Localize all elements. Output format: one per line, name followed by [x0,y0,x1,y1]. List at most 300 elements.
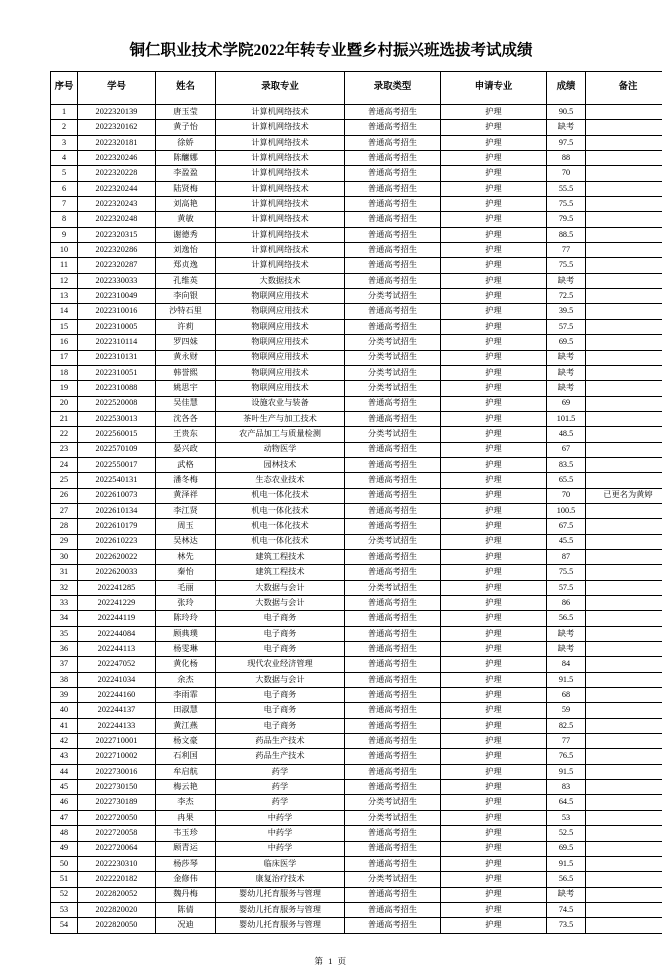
cell-note [586,381,662,396]
cell-student-id: 2022620022 [78,549,156,564]
cell-student-id: 2022720058 [78,826,156,841]
cell-name: 刘逸怡 [156,243,216,258]
cell-seq: 37 [51,657,78,672]
cell-student-id: 202244113 [78,642,156,657]
cell-admission-type: 分类考试招生 [345,534,441,549]
cell-seq: 32 [51,580,78,595]
cell-admission-type: 普通高考招生 [345,273,441,288]
cell-name: 韩誉熙 [156,365,216,380]
cell-score: 52.5 [547,826,586,841]
cell-applied-major: 护理 [441,473,547,488]
cell-note [586,473,662,488]
table-row [51,319,662,334]
cell-student-id: 2022610179 [78,519,156,534]
cell-student-id: 2022320228 [78,166,156,181]
cell-student-id: 2022610223 [78,534,156,549]
cell-name: 魏丹梅 [156,887,216,902]
cell-admitted-major: 物联网应用技术 [216,319,345,334]
cell-admitted-major: 临床医学 [216,856,345,871]
table-row [51,841,662,856]
cell-seq: 27 [51,503,78,518]
cell-note [586,626,662,641]
cell-note [586,442,662,457]
cell-admission-type: 普通高考招生 [345,197,441,212]
column-header-admitted-major: 录取专业 [216,72,345,105]
cell-student-id: 2022820020 [78,902,156,917]
table-row [51,519,662,534]
cell-note [586,181,662,196]
cell-name: 石利国 [156,749,216,764]
cell-admission-type: 普通高考招生 [345,718,441,733]
cell-applied-major: 护理 [441,565,547,580]
cell-applied-major: 护理 [441,534,547,549]
cell-applied-major: 护理 [441,365,547,380]
cell-note [586,120,662,135]
cell-seq: 39 [51,688,78,703]
cell-admitted-major: 物联网应用技术 [216,335,345,350]
cell-applied-major: 护理 [441,611,547,626]
table-row [51,580,662,595]
cell-student-id: 2022310049 [78,289,156,304]
cell-admission-type: 普通高考招生 [345,749,441,764]
cell-score: 77 [547,734,586,749]
cell-student-id: 2022320287 [78,258,156,273]
cell-seq: 30 [51,549,78,564]
cell-student-id: 2022320243 [78,197,156,212]
cell-name: 王贵东 [156,427,216,442]
cell-name: 陆贤梅 [156,181,216,196]
cell-seq: 47 [51,810,78,825]
cell-name: 晏兴政 [156,442,216,457]
cell-name: 黄子怡 [156,120,216,135]
cell-applied-major: 护理 [441,319,547,334]
cell-student-id: 2022320246 [78,151,156,166]
cell-note [586,258,662,273]
cell-seq: 34 [51,611,78,626]
cell-student-id: 2022310088 [78,381,156,396]
cell-admitted-major: 药品生产技术 [216,734,345,749]
cell-admission-type: 普通高考招生 [345,243,441,258]
cell-student-id: 2022820052 [78,887,156,902]
cell-admission-type: 普通高考招生 [345,135,441,150]
cell-note [586,642,662,657]
table-row [51,273,662,288]
cell-admission-type: 分类考试招生 [345,381,441,396]
cell-admitted-major: 机电一体化技术 [216,534,345,549]
cell-name: 牟启航 [156,764,216,779]
cell-applied-major: 护理 [441,887,547,902]
cell-seq: 1 [51,105,78,120]
table-row [51,642,662,657]
cell-score: 82.5 [547,718,586,733]
cell-seq: 25 [51,473,78,488]
header-row [51,72,662,105]
cell-applied-major: 护理 [441,181,547,196]
cell-admitted-major: 药学 [216,764,345,779]
table-body [51,105,662,934]
cell-name: 梅云艳 [156,780,216,795]
cell-student-id: 202244084 [78,626,156,641]
table-row [51,534,662,549]
cell-note [586,780,662,795]
cell-note [586,105,662,120]
cell-seq: 48 [51,826,78,841]
cell-admission-type: 分类考试招生 [345,335,441,350]
cell-admission-type: 普通高考招生 [345,411,441,426]
cell-name: 刘高艳 [156,197,216,212]
column-header-admission-type: 录取类型 [345,72,441,105]
cell-admission-type: 普通高考招生 [345,488,441,503]
cell-score: 91.5 [547,764,586,779]
column-header-student-id: 学号 [78,72,156,105]
cell-admitted-major: 大数据与会计 [216,580,345,595]
table-row [51,626,662,641]
cell-note [586,273,662,288]
cell-applied-major: 护理 [441,258,547,273]
cell-applied-major: 护理 [441,488,547,503]
cell-note [586,166,662,181]
cell-note [586,856,662,871]
cell-admitted-major: 动物医学 [216,442,345,457]
cell-applied-major: 护理 [441,580,547,595]
cell-student-id: 2022720050 [78,810,156,825]
cell-applied-major: 护理 [441,672,547,687]
table-row [51,243,662,258]
cell-score: 缺考 [547,381,586,396]
cell-seq: 9 [51,227,78,242]
cell-note [586,718,662,733]
cell-admitted-major: 机电一体化技术 [216,503,345,518]
cell-note [586,151,662,166]
cell-note: 已更名为黄婷 [586,488,662,503]
cell-admission-type: 普通高考招生 [345,657,441,672]
cell-note [586,411,662,426]
cell-applied-major: 护理 [441,105,547,120]
table-row [51,212,662,227]
column-header-score: 成绩 [547,72,586,105]
cell-score: 88 [547,151,586,166]
cell-applied-major: 护理 [441,457,547,472]
cell-student-id: 2022320181 [78,135,156,150]
cell-score: 88.5 [547,227,586,242]
cell-applied-major: 护理 [441,856,547,871]
cell-score: 97.5 [547,135,586,150]
cell-score: 83.5 [547,457,586,472]
cell-applied-major: 护理 [441,657,547,672]
cell-admitted-major: 药学 [216,780,345,795]
cell-name: 徐娇 [156,135,216,150]
cell-admitted-major: 机电一体化技术 [216,519,345,534]
table-row [51,826,662,841]
cell-seq: 42 [51,734,78,749]
cell-score: 57.5 [547,580,586,595]
cell-seq: 23 [51,442,78,457]
cell-admitted-major: 计算机网络技术 [216,258,345,273]
cell-applied-major: 护理 [441,350,547,365]
cell-note [586,503,662,518]
cell-note [586,335,662,350]
cell-seq: 21 [51,411,78,426]
cell-student-id: 2022560015 [78,427,156,442]
cell-score: 86 [547,596,586,611]
cell-note [586,810,662,825]
cell-applied-major: 护理 [441,120,547,135]
cell-admitted-major: 建筑工程技术 [216,549,345,564]
cell-score: 77 [547,243,586,258]
cell-seq: 36 [51,642,78,657]
cell-seq: 5 [51,166,78,181]
cell-applied-major: 护理 [441,304,547,319]
cell-admitted-major: 设施农业与装备 [216,396,345,411]
cell-name: 林先 [156,549,216,564]
cell-note [586,734,662,749]
table-row [51,856,662,871]
cell-note [586,365,662,380]
cell-applied-major: 护理 [441,780,547,795]
cell-admission-type: 普通高考招生 [345,918,441,933]
cell-score: 69.5 [547,841,586,856]
cell-admission-type: 普通高考招生 [345,780,441,795]
cell-note [586,212,662,227]
cell-admission-type: 分类考试招生 [345,795,441,810]
cell-name: 谢德秀 [156,227,216,242]
cell-admission-type: 普通高考招生 [345,212,441,227]
cell-admitted-major: 计算机网络技术 [216,120,345,135]
cell-seq: 15 [51,319,78,334]
cell-score: 缺考 [547,642,586,657]
cell-score: 79.5 [547,212,586,227]
cell-name: 黄敏 [156,212,216,227]
cell-admitted-major: 现代农业经济管理 [216,657,345,672]
cell-seq: 35 [51,626,78,641]
cell-applied-major: 护理 [441,212,547,227]
cell-seq: 26 [51,488,78,503]
cell-admission-type: 普通高考招生 [345,258,441,273]
cell-score: 87 [547,549,586,564]
table-row [51,902,662,917]
cell-seq: 40 [51,703,78,718]
cell-student-id: 2022550017 [78,457,156,472]
cell-student-id: 2022320286 [78,243,156,258]
cell-seq: 7 [51,197,78,212]
cell-admission-type: 分类考试招生 [345,289,441,304]
table-row [51,304,662,319]
cell-seq: 33 [51,596,78,611]
cell-score: 74.5 [547,902,586,917]
cell-note [586,826,662,841]
cell-seq: 14 [51,304,78,319]
cell-applied-major: 护理 [441,381,547,396]
cell-seq: 46 [51,795,78,810]
cell-note [586,197,662,212]
cell-applied-major: 护理 [441,427,547,442]
cell-admitted-major: 电子商务 [216,718,345,733]
cell-name: 秦怡 [156,565,216,580]
cell-admission-type: 分类考试招生 [345,350,441,365]
table-row [51,151,662,166]
cell-admission-type: 普通高考招生 [345,519,441,534]
cell-admission-type: 普通高考招生 [345,596,441,611]
cell-score: 100.5 [547,503,586,518]
cell-applied-major: 护理 [441,273,547,288]
cell-student-id: 2022310131 [78,350,156,365]
cell-name: 潘冬梅 [156,473,216,488]
cell-admitted-major: 药学 [216,795,345,810]
cell-name: 张玲 [156,596,216,611]
cell-score: 68 [547,688,586,703]
cell-admission-type: 普通高考招生 [345,442,441,457]
cell-name: 吴佳慧 [156,396,216,411]
cell-student-id: 2022320162 [78,120,156,135]
cell-note [586,795,662,810]
table-row [51,396,662,411]
table-row [51,503,662,518]
cell-student-id: 2022310051 [78,365,156,380]
cell-name: 顾青运 [156,841,216,856]
cell-seq: 2 [51,120,78,135]
cell-score: 67.5 [547,519,586,534]
cell-admitted-major: 计算机网络技术 [216,166,345,181]
cell-applied-major: 护理 [441,411,547,426]
cell-student-id: 2022310016 [78,304,156,319]
cell-seq: 52 [51,887,78,902]
cell-admitted-major: 物联网应用技术 [216,289,345,304]
cell-admitted-major: 电子商务 [216,611,345,626]
cell-admission-type: 普通高考招生 [345,902,441,917]
page-title: 铜仁职业技术学院2022年转专业暨乡村振兴班选拔考试成绩 [0,0,662,71]
cell-name: 吴林达 [156,534,216,549]
cell-student-id: 2022320315 [78,227,156,242]
cell-admitted-major: 物联网应用技术 [216,381,345,396]
cell-name: 田淑慧 [156,703,216,718]
page-number-footer: 第 1 页 [50,955,612,967]
table-row [51,688,662,703]
cell-note [586,350,662,365]
cell-student-id: 2022820050 [78,918,156,933]
cell-name: 黄江燕 [156,718,216,733]
cell-name: 黄泽祥 [156,488,216,503]
cell-admission-type: 普通高考招生 [345,503,441,518]
cell-applied-major: 护理 [441,503,547,518]
cell-score: 59 [547,703,586,718]
cell-score: 67 [547,442,586,457]
cell-admitted-major: 大数据与会计 [216,672,345,687]
table-row [51,473,662,488]
cell-name: 黄化杨 [156,657,216,672]
cell-admitted-major: 计算机网络技术 [216,243,345,258]
cell-admitted-major: 大数据技术 [216,273,345,288]
cell-admitted-major: 计算机网络技术 [216,197,345,212]
cell-admission-type: 普通高考招生 [345,887,441,902]
cell-note [586,764,662,779]
cell-score: 64.5 [547,795,586,810]
table-row [51,381,662,396]
cell-applied-major: 护理 [441,810,547,825]
cell-applied-major: 护理 [441,795,547,810]
table-row [51,657,662,672]
cell-applied-major: 护理 [441,703,547,718]
cell-student-id: 2022220182 [78,872,156,887]
cell-name: 金修伟 [156,872,216,887]
cell-student-id: 2022310114 [78,335,156,350]
cell-name: 李向银 [156,289,216,304]
cell-applied-major: 护理 [441,135,547,150]
cell-score: 45.5 [547,534,586,549]
cell-name: 李杰 [156,795,216,810]
cell-admitted-major: 电子商务 [216,642,345,657]
cell-admitted-major: 计算机网络技术 [216,105,345,120]
cell-admitted-major: 电子商务 [216,688,345,703]
cell-name: 郑贞逸 [156,258,216,273]
cell-student-id: 202244160 [78,688,156,703]
grades-table [50,71,662,934]
table-row [51,350,662,365]
cell-note [586,596,662,611]
cell-admission-type: 分类考试招生 [345,580,441,595]
cell-applied-major: 护理 [441,872,547,887]
table-row [51,105,662,120]
cell-name: 武格 [156,457,216,472]
cell-score: 缺考 [547,120,586,135]
cell-student-id: 2022710001 [78,734,156,749]
cell-admission-type: 普通高考招生 [345,856,441,871]
cell-note [586,534,662,549]
cell-name: 沈各各 [156,411,216,426]
table-container [0,71,662,967]
cell-score: 缺考 [547,887,586,902]
cell-score: 56.5 [547,611,586,626]
table-row [51,258,662,273]
cell-applied-major: 护理 [441,626,547,641]
cell-applied-major: 护理 [441,902,547,917]
cell-applied-major: 护理 [441,749,547,764]
cell-seq: 38 [51,672,78,687]
cell-name: 毛丽 [156,580,216,595]
cell-student-id: 202241229 [78,596,156,611]
cell-student-id: 2022540131 [78,473,156,488]
cell-student-id: 2022620033 [78,565,156,580]
cell-student-id: 2022730150 [78,780,156,795]
cell-student-id: 202244119 [78,611,156,626]
cell-admission-type: 普通高考招生 [345,396,441,411]
table-row [51,227,662,242]
table-row [51,872,662,887]
cell-admission-type: 普通高考招生 [345,764,441,779]
cell-score: 缺考 [547,350,586,365]
cell-score: 73.5 [547,918,586,933]
cell-score: 缺考 [547,626,586,641]
cell-score: 91.5 [547,856,586,871]
cell-admission-type: 普通高考招生 [345,120,441,135]
cell-note [586,918,662,933]
cell-score: 72.5 [547,289,586,304]
cell-note [586,565,662,580]
cell-admission-type: 普通高考招生 [345,473,441,488]
cell-admitted-major: 物联网应用技术 [216,304,345,319]
cell-seq: 45 [51,780,78,795]
cell-applied-major: 护理 [441,826,547,841]
cell-name: 唐玉莹 [156,105,216,120]
cell-admitted-major: 计算机网络技术 [216,151,345,166]
cell-seq: 16 [51,335,78,350]
cell-student-id: 202244137 [78,703,156,718]
cell-admitted-major: 婴幼儿托育服务与管理 [216,902,345,917]
cell-admission-type: 分类考试招生 [345,365,441,380]
cell-admitted-major: 中药学 [216,810,345,825]
table-row [51,918,662,933]
cell-name: 李江贤 [156,503,216,518]
cell-seq: 19 [51,381,78,396]
